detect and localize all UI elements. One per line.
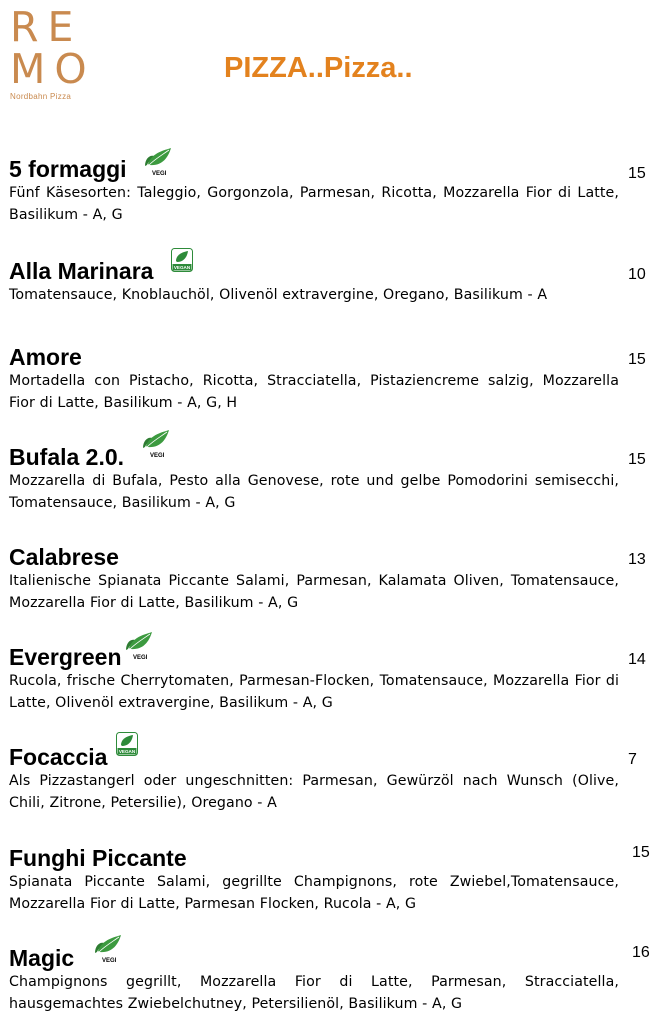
menu-item-5-formaggi [9, 156, 649, 226]
item-price: 15 [628, 165, 646, 182]
item-price: 15 [632, 844, 650, 861]
logo-letters-top: RE [10, 3, 83, 51]
logo-letters-bottom: MO [10, 45, 96, 93]
item-name: Funghi Piccante [9, 845, 187, 871]
item-description: Champignons gegrillt, Mozzarella Fior di Latte, Parmesan, Stracciatella, hausgemachtes Zwiebelchutney, Petersilienöl, Basilikum - A, G [9, 974, 619, 1012]
item-description: Fünf Käsesorten: Taleggio, Gorgonzola, Parmesan, Ricotta, Mozzarella Fior di Latte, Basilikum - A, G [9, 185, 619, 223]
item-name: Focaccia [9, 744, 108, 770]
item-name: Bufala 2.0. [9, 444, 125, 470]
menu-item-amore [9, 344, 649, 414]
menu-item-funghi-piccante [9, 845, 649, 915]
item-description: Rucola, frische Cherrytomaten, Parmesan-Flocken, Tomatensauce, Mozzarella Fior di Latte, Olivenöl extravergine, Basilikum - A, G [9, 673, 619, 711]
menu-item-bufala [9, 444, 649, 514]
item-description: Als Pizzastangerl oder ungeschnitten: Parmesan, Gewürzöl nach Wunsch (Olive, Chili, Zitrone, Petersilie), Oregano - A [9, 773, 619, 811]
logo-subtitle: Nordbahn Pizza [10, 92, 72, 101]
item-price: 13 [628, 551, 646, 568]
remo-logo [10, 3, 100, 101]
page-title: PIZZA..Pizza.. [224, 52, 413, 84]
vegi-leaf-icon [92, 933, 122, 963]
svg-text:VEGI: VEGI [150, 453, 165, 458]
item-description: Italienische Spianata Piccante Salami, Parmesan, Kalamata Oliven, Tomatensauce, Mozzarella Fior di Latte, Basilikum - A, G [9, 573, 619, 611]
item-price: 15 [628, 451, 646, 468]
item-description: Spianata Piccante Salami, gegrillte Champignons, rote Zwiebel,Tomatensauce, Mozzarella Fior di Latte, Parmesan Flocken, Rucola - A, G [9, 874, 619, 912]
menu-item-calabrese [9, 544, 649, 614]
item-price: 10 [628, 266, 646, 283]
menu-item-evergreen [9, 644, 649, 714]
item-price: 15 [628, 351, 646, 368]
vegan-badge-icon [116, 732, 138, 761]
item-description: Mortadella con Pistacho, Ricotta, Stracciatella, Pistaziencreme salzig, Mozzarella Fior di Latte, Basilikum - A, G, H [9, 373, 619, 411]
svg-text:VEGAN: VEGAN [173, 265, 191, 271]
svg-text:VEGI: VEGI [152, 171, 167, 176]
item-name: Magic [9, 945, 75, 971]
vegi-leaf-icon [123, 630, 153, 660]
item-description: Tomatensauce, Knoblauchöl, Olivenöl extravergine, Oregano, Basilikum - A [9, 287, 548, 303]
vegan-badge-icon [171, 248, 193, 277]
item-name: Evergreen [9, 644, 122, 670]
item-description: Mozzarella di Bufala, Pesto alla Genovese, rote und gelbe Pomodorini semisecchi, Tomatensauce, Basilikum - A, G [9, 473, 619, 511]
item-name: 5 formaggi [9, 156, 127, 182]
item-price: 16 [632, 944, 650, 961]
item-name: Alla Marinara [9, 258, 154, 284]
item-price: 7 [628, 751, 637, 768]
svg-text:VEGAN: VEGAN [118, 749, 136, 755]
svg-text:VEGI: VEGI [102, 958, 117, 963]
item-name: Amore [9, 344, 82, 370]
vegi-leaf-icon [142, 146, 172, 176]
item-price: 14 [628, 651, 646, 668]
item-name: Calabrese [9, 544, 119, 570]
menu-item-alla-marinara [9, 258, 649, 306]
menu-item-focaccia [9, 744, 649, 814]
svg-text:VEGI: VEGI [133, 655, 148, 660]
vegi-leaf-icon [140, 428, 170, 458]
